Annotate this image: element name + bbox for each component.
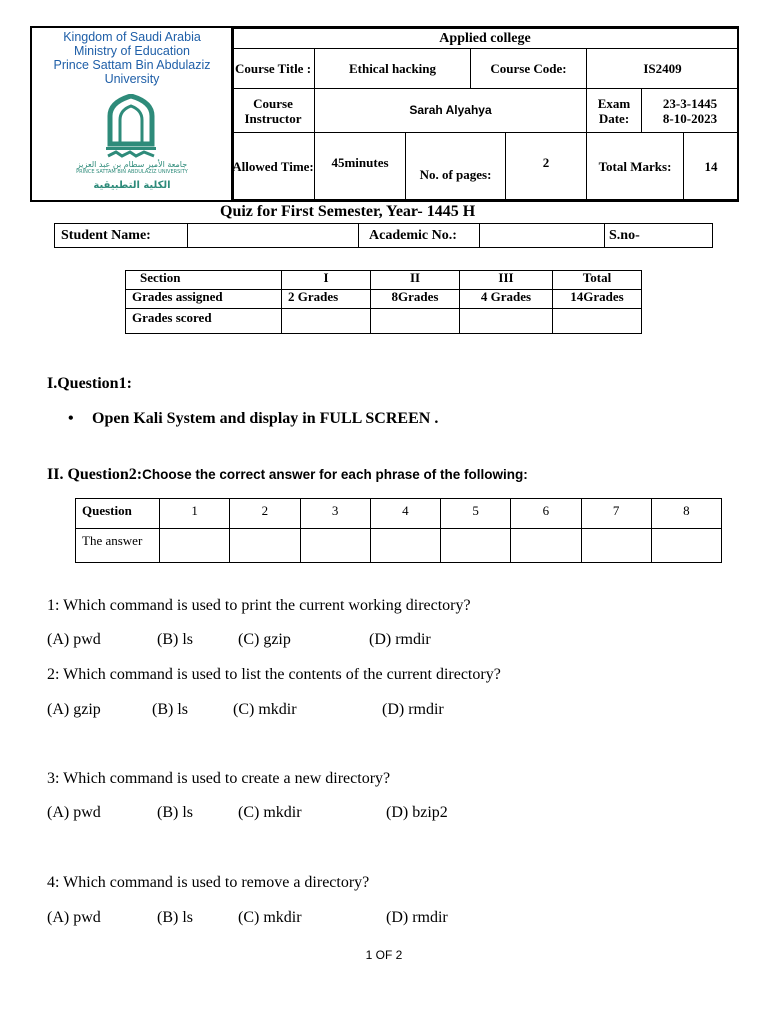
mcq1-option-b[interactable]: (B) ls — [157, 631, 193, 648]
answer-col-1: 1 — [160, 499, 230, 529]
answer-col-4: 4 — [370, 499, 440, 529]
mcq2-option-b[interactable]: (B) ls — [152, 701, 188, 718]
logo-caption-arabic: جامعة الأمير سطام بن عبد العزيز — [76, 160, 188, 169]
grades-header-3: III — [460, 271, 553, 290]
exam-header — [30, 26, 739, 202]
answer-cell-4[interactable] — [370, 529, 440, 563]
answer-cell-3[interactable] — [300, 529, 370, 563]
answer-cell-6[interactable] — [511, 529, 581, 563]
question1-bullet — [68, 410, 438, 428]
college-arabic: الكلية التطبيقية — [93, 180, 171, 191]
answer-cell-1[interactable] — [160, 529, 230, 563]
grades-scored-2[interactable] — [371, 309, 460, 334]
grades-header-1: I — [282, 271, 371, 290]
grades-scored-1[interactable] — [282, 309, 371, 334]
mcq3-option-a[interactable]: (A) pwd — [47, 804, 101, 821]
question1-text: Open Kali System and display in FULL SCREEN . — [92, 410, 439, 427]
mcq4-option-d[interactable]: (D) rmdir — [386, 909, 448, 926]
mcq-question-1: 1: Which command is used to print the current working directory? — [47, 597, 471, 614]
grades-header-section: Section — [126, 271, 282, 290]
grades-assigned-2: 8Grades — [371, 290, 460, 309]
grades-assigned-1: 2 Grades — [282, 290, 371, 309]
exam-date — [641, 88, 739, 133]
answer-cell-5[interactable] — [441, 529, 511, 563]
instructor-name: Sarah Alyahya — [314, 88, 587, 133]
mcq4-option-b[interactable]: (B) ls — [157, 909, 193, 926]
exam-date-label: Exam Date: — [586, 88, 642, 133]
mcq1-option-c[interactable]: (C) gzip — [238, 631, 291, 648]
answer-table — [75, 498, 722, 563]
total-marks-label: Total Marks: — [586, 132, 684, 200]
mcq-question-3: 3: Which command is used to create a new directory? — [47, 770, 391, 787]
academic-no-label: Academic No.: — [359, 224, 480, 248]
bullet-icon: • — [68, 410, 74, 427]
university-line: Prince Sattam Bin Abdulaziz — [53, 58, 211, 72]
mcq-question-4: 4: Which command is used to remove a directory? — [47, 874, 370, 891]
mcq3-option-b[interactable]: (B) ls — [157, 804, 193, 821]
ministry-line: Ministry of Education — [73, 44, 191, 58]
allowed-time: 45minutes — [314, 132, 406, 200]
grades-scored-label: Grades scored — [126, 309, 282, 334]
mcq4-option-c[interactable]: (C) mkdir — [238, 909, 302, 926]
mcq1-option-d[interactable]: (D) rmdir — [369, 631, 431, 648]
grades-scored-total[interactable] — [553, 309, 642, 334]
answer-col-8: 8 — [651, 499, 721, 529]
course-title-label: Course Title : — [231, 48, 315, 89]
answer-col-5: 5 — [441, 499, 511, 529]
college-name: Applied college — [231, 28, 739, 49]
answer-cell-2[interactable] — [230, 529, 300, 563]
student-name-field[interactable] — [188, 224, 359, 248]
question2-title — [47, 466, 528, 484]
answer-col-3: 3 — [300, 499, 370, 529]
course-code: IS2409 — [586, 48, 739, 89]
answer-cell-8[interactable] — [651, 529, 721, 563]
answer-row-label: The answer — [76, 529, 160, 563]
total-marks-value: 14 — [683, 132, 739, 200]
question2-prefix: II. Question2: — [47, 466, 143, 483]
student-name-label: Student Name: — [55, 224, 188, 248]
grades-assigned-label: Grades assigned — [126, 290, 282, 309]
mcq2-option-d[interactable]: (D) rmdir — [382, 701, 444, 718]
mcq2-option-c[interactable]: (C) mkdir — [233, 701, 297, 718]
grades-assigned-3: 4 Grades — [460, 290, 553, 309]
university-line-2: University — [104, 72, 160, 86]
mcq1-option-a[interactable]: (A) pwd — [47, 631, 101, 648]
university-block — [32, 28, 234, 200]
instructor-label: Course Instructor — [231, 88, 315, 133]
university-logo-icon — [102, 94, 160, 160]
academic-no-field[interactable] — [480, 224, 605, 248]
quiz-title: Quiz for First Semester, Year- 1445 H — [220, 203, 476, 220]
mcq3-option-c[interactable]: (C) mkdir — [238, 804, 302, 821]
exam-date-hijri: 23-3-1445 — [662, 95, 718, 111]
answer-col-6: 6 — [511, 499, 581, 529]
pages-value: 2 — [505, 132, 587, 200]
mcq2-option-a[interactable]: (A) gzip — [47, 701, 101, 718]
allowed-time-label: Allowed Time: — [231, 132, 315, 200]
page-number: 1 OF 2 — [365, 948, 403, 962]
grades-assigned-total: 14Grades — [553, 290, 642, 309]
mcq4-option-a[interactable]: (A) pwd — [47, 909, 101, 926]
serial-no-label: S.no- — [605, 224, 713, 248]
country-line: Kingdom of Saudi Arabia — [63, 30, 201, 44]
answer-col-2: 2 — [230, 499, 300, 529]
question1-title: I.Question1: — [47, 375, 132, 392]
grades-header-2: II — [371, 271, 460, 290]
pages-label: No. of pages: — [405, 132, 506, 200]
grades-scored-3[interactable] — [460, 309, 553, 334]
course-title: Ethical hacking — [314, 48, 471, 89]
exam-date-gregorian: 8-10-2023 — [662, 110, 718, 126]
course-code-label: Course Code: — [470, 48, 587, 89]
logo-caption-latin: PRINCE SATTAM BIN ABDULAZIZ UNIVERSITY — [76, 169, 188, 175]
student-info-table — [54, 223, 713, 248]
grades-table — [125, 270, 642, 334]
grades-header-total: Total — [553, 271, 642, 290]
mcq3-option-d[interactable]: (D) bzip2 — [386, 804, 448, 821]
question2-instruction: Choose the correct answer for each phrase of the following: — [142, 467, 528, 482]
answer-cell-7[interactable] — [581, 529, 651, 563]
answer-table-header-label: Question — [76, 499, 160, 529]
answer-col-7: 7 — [581, 499, 651, 529]
mcq-question-2: 2: Which command is used to list the contents of the current directory? — [47, 666, 501, 683]
